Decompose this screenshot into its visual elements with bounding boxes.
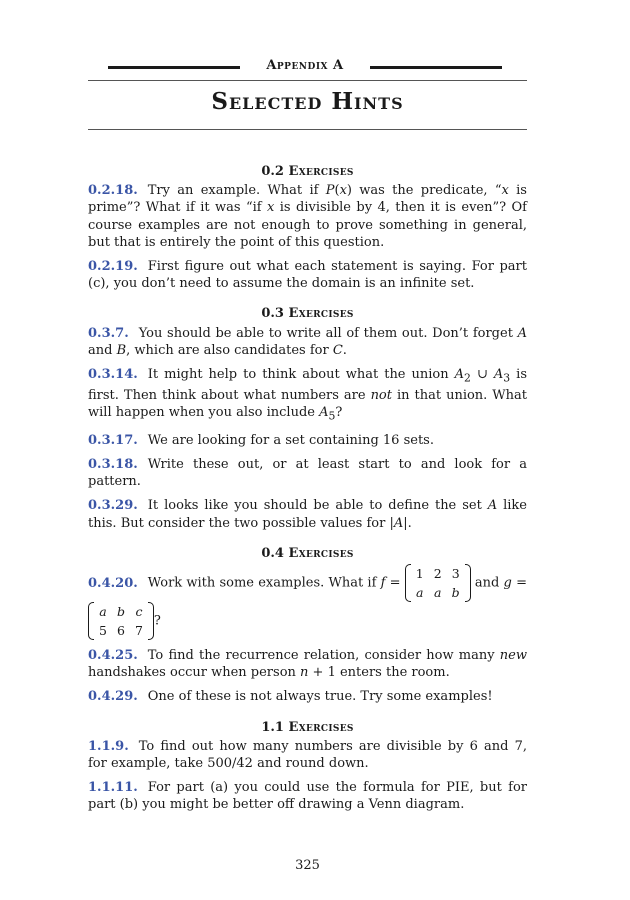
hint-entry <box>88 258 527 292</box>
section-number: 0.3 <box>261 306 289 322</box>
section-label: Exercises <box>288 545 354 561</box>
hint-number[interactable]: 0.2.18. <box>88 183 138 199</box>
matrix-g <box>88 602 154 640</box>
hint-entry <box>88 647 527 681</box>
hint-number[interactable]: 0.3.29. <box>88 498 138 514</box>
hint-entry <box>88 325 527 359</box>
matrix-entry: 7 <box>134 623 143 639</box>
hint-text: Try an example. What if P(x) was the predicate, “x is prime”? What if it was “if x is divisible by 4, then it is even”? Of course examples are not enough to prove something in general, but that is entirely the point of this question. <box>88 183 527 250</box>
matrix-entry: 2 <box>433 566 442 582</box>
header-bar-right <box>370 66 502 69</box>
hint-number[interactable]: 0.3.17. <box>88 432 138 448</box>
matrix-entry: 3 <box>451 566 460 582</box>
hint-text: To find the recurrence relation, consider how many new handshakes occur when person n + 1 enters the room. <box>88 648 527 681</box>
matrix-entry: b <box>116 604 125 620</box>
hint-number[interactable]: 0.3.14. <box>88 367 138 383</box>
hint-number[interactable]: 0.4.20. <box>88 575 138 591</box>
section-label: Exercises <box>288 306 354 322</box>
hint-number[interactable]: 1.1.11. <box>88 780 138 796</box>
section-heading <box>88 719 527 736</box>
hint-entry <box>88 497 527 531</box>
section-label: Exercises <box>288 164 354 179</box>
hint-number[interactable]: 0.4.29. <box>88 689 138 705</box>
section-heading <box>88 305 527 322</box>
hint-text: It might help to think about what the union $A_2$ ∪ $A_3$ is first. Then think about what numbers are not in that union. What will happen when you also include $A_5$? <box>88 367 528 423</box>
hint-text: For part (a) you could use the formula for PIE, but for part (b) you might be better off drawing a Venn diagram. <box>88 780 527 813</box>
section-number: 0.4 <box>261 545 289 561</box>
appendix-label: Appendix A <box>266 58 344 73</box>
hint-number[interactable]: 0.3.7. <box>88 325 129 341</box>
page-number: 325 <box>295 858 320 873</box>
title-rule-top <box>88 80 527 81</box>
title-rule-bottom <box>88 129 527 130</box>
matrix-entry: 6 <box>116 623 125 639</box>
hint-text: One of these is not always true. Try some examples! <box>147 689 493 705</box>
hint-text: First figure out what each statement is saying. For part (c), you don’t need to assume the domain is an infinite set. <box>88 259 527 292</box>
hint-entry <box>88 432 527 449</box>
matrix-entry: a <box>433 585 442 601</box>
hint-text: You should be able to write all of them out. Don’t forget A and B, which are also candidates for C. <box>88 325 527 358</box>
matrix-f <box>405 564 471 602</box>
section-heading <box>88 545 527 562</box>
matrix-entry: c <box>135 604 143 620</box>
section-number: 1.1 <box>261 719 289 735</box>
hint-entry <box>88 779 527 813</box>
hint-entry <box>88 456 527 490</box>
hint-text: Write these out, or at least start to and look for a pattern. <box>88 457 527 490</box>
hint-number[interactable]: 0.2.19. <box>88 259 138 275</box>
hint-entry <box>88 738 527 772</box>
hint-entry: 0.4.20. Work with some examples. What if f = 1 2 3 a a b and g = a b c 5 6 7 ? <box>88 566 527 639</box>
matrix-entry: 5 <box>99 623 107 639</box>
hint-number[interactable]: 0.3.18. <box>88 457 138 473</box>
section-number: 0.2 <box>261 164 289 179</box>
section-heading <box>88 163 527 180</box>
matrix-entry: 1 <box>415 566 424 582</box>
hint-text: It looks like you should be able to define the set A like this. But consider the two possible values for |A|. <box>88 498 527 531</box>
appendix-header <box>88 58 527 78</box>
hints-content <box>88 163 527 821</box>
hint-number[interactable]: 0.4.25. <box>88 648 138 664</box>
hint-number[interactable]: 1.1.9. <box>88 738 129 754</box>
section-label: Exercises <box>288 719 354 735</box>
hint-entry <box>88 688 527 705</box>
hint-entry <box>88 366 527 425</box>
hint-text: To find out how many numbers are divisible by 6 and 7, for example, take 500/42 and round down. <box>88 738 527 772</box>
page-title: Selected Hints <box>211 88 404 115</box>
matrix-entry: a <box>99 604 107 620</box>
hint-text: We are looking for a set containing 16 sets. <box>147 432 434 448</box>
header-bar-left <box>108 66 240 69</box>
matrix-entry: b <box>451 585 460 601</box>
matrix-entry: a <box>416 585 424 601</box>
hint-entry <box>88 182 527 251</box>
